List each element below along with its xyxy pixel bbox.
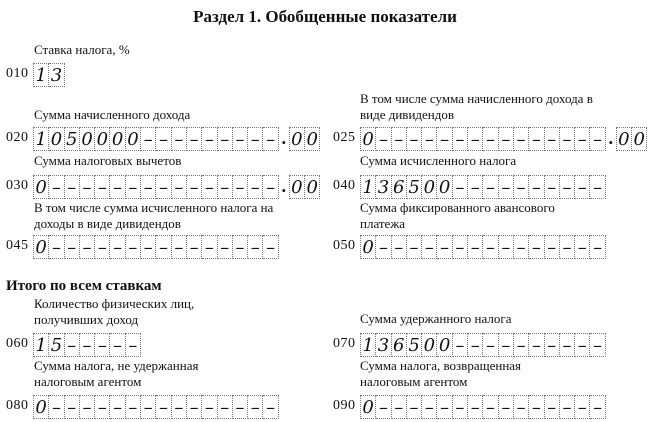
digit-cell[interactable]: – [575, 333, 590, 357]
field-030[interactable] [33, 175, 320, 199]
digit-cell[interactable]: – [263, 235, 278, 259]
digit-cell[interactable]: – [263, 395, 278, 419]
digit-cell[interactable]: – [437, 235, 452, 259]
digit-cell[interactable]: 0 [33, 175, 49, 199]
digit-cell[interactable]: 1 [33, 127, 49, 151]
digit-cell[interactable]: 1 [33, 63, 49, 87]
digit-cell[interactable]: – [590, 235, 605, 259]
digit-cell[interactable]: – [575, 175, 590, 199]
digit-cell[interactable]: – [141, 235, 156, 259]
digit-cell[interactable]: – [263, 175, 278, 199]
digit-cell[interactable]: – [95, 175, 110, 199]
digit-cell[interactable]: 0 [95, 127, 110, 151]
label-040: Сумма исчисленного налога [360, 153, 517, 168]
digit-cell[interactable]: – [468, 175, 483, 199]
digit-cell[interactable]: – [590, 175, 605, 199]
digit-cell[interactable]: – [156, 395, 171, 419]
digit-cell[interactable]: – [233, 395, 248, 419]
digit-cell[interactable]: – [126, 175, 141, 199]
digit-cell[interactable]: – [233, 175, 248, 199]
field-080[interactable] [33, 395, 279, 419]
digit-cell[interactable]: – [407, 127, 422, 151]
digit-cell[interactable]: – [529, 235, 544, 259]
code-020: 020 [6, 130, 29, 145]
digit-cell[interactable]: – [453, 395, 468, 419]
digit-cell[interactable]: 0 [360, 235, 376, 259]
digit-cell[interactable]: – [156, 175, 171, 199]
field-010[interactable] [33, 63, 65, 87]
digit-cell[interactable]: – [202, 175, 217, 199]
digit-cell[interactable]: – [218, 127, 233, 151]
digit-cell[interactable]: – [575, 235, 590, 259]
digit-cell[interactable]: – [590, 333, 605, 357]
digit-cell[interactable]: – [248, 235, 263, 259]
digit-cell[interactable]: – [376, 127, 391, 151]
digit-cell[interactable]: – [499, 395, 514, 419]
digit-cell[interactable]: – [468, 333, 483, 357]
digit-cell[interactable]: – [187, 127, 202, 151]
digit-cell[interactable]: – [483, 235, 498, 259]
code-040: 040 [333, 178, 356, 193]
digit-cell[interactable]: – [202, 395, 217, 419]
digit-cell[interactable]: 0 [289, 127, 305, 151]
label-030: Сумма налоговых вычетов [34, 153, 182, 168]
digit-cell[interactable]: – [453, 175, 468, 199]
digit-cell[interactable]: – [529, 395, 544, 419]
digit-cell[interactable]: – [560, 395, 575, 419]
code-070: 070 [333, 336, 356, 351]
digit-cell[interactable]: – [560, 235, 575, 259]
decimal-cells [616, 127, 648, 151]
digit-cell[interactable]: 3 [376, 333, 391, 357]
digit-cell[interactable]: 0 [360, 395, 376, 419]
digit-cell[interactable]: 0 [49, 127, 64, 151]
digit-cell[interactable]: 3 [49, 63, 64, 87]
digit-cell[interactable]: 6 [392, 333, 407, 357]
digit-cell[interactable]: – [110, 235, 125, 259]
digit-cell[interactable]: 0 [110, 127, 125, 151]
label-010: Ставка налога, % [34, 42, 130, 57]
digit-cell[interactable]: 1 [360, 333, 376, 357]
digit-cell[interactable]: – [514, 333, 529, 357]
digit-cell[interactable]: – [126, 333, 141, 357]
label-045: В том числе сумма исчисленного налога на доходы в виде дивидендов [34, 200, 274, 231]
digit-cell[interactable]: – [514, 127, 529, 151]
digit-cell[interactable]: – [483, 127, 498, 151]
digit-cell[interactable]: – [156, 127, 171, 151]
digit-cell[interactable]: – [126, 395, 141, 419]
code-030: 030 [6, 178, 29, 193]
digit-cell[interactable]: – [187, 175, 202, 199]
digit-cell[interactable]: 0 [632, 127, 647, 151]
digit-cell[interactable]: – [65, 395, 80, 419]
digit-cell[interactable]: – [437, 127, 452, 151]
label-060: Количество физических лиц, получивших доход [34, 296, 195, 327]
digit-cell[interactable]: – [263, 127, 278, 151]
digit-cell[interactable]: – [218, 235, 233, 259]
totals-title: Итого по всем ставкам [6, 278, 162, 294]
digit-cell[interactable]: – [529, 175, 544, 199]
decimal-separator: . [280, 129, 287, 148]
digit-cell[interactable]: – [499, 333, 514, 357]
digit-cell[interactable]: 3 [376, 175, 391, 199]
digit-cell[interactable]: – [202, 235, 217, 259]
digit-cell[interactable]: 0 [80, 127, 95, 151]
digit-cell[interactable]: – [575, 395, 590, 419]
digit-cell[interactable]: 0 [126, 127, 141, 151]
section-title: Раздел 1. Обобщенные показатели [193, 7, 457, 26]
digit-cell[interactable]: – [499, 235, 514, 259]
digit-cell[interactable]: – [202, 127, 217, 151]
code-025: 025 [333, 130, 356, 145]
digit-cell[interactable]: – [49, 235, 64, 259]
digit-cell[interactable]: – [483, 395, 498, 419]
digit-cell[interactable]: – [453, 235, 468, 259]
digit-cell[interactable]: 0 [437, 175, 452, 199]
digit-cell[interactable]: 5 [65, 127, 80, 151]
label-090: Сумма налога, возвращенная налоговым агентом [360, 358, 522, 389]
field-045[interactable] [33, 235, 279, 259]
digit-cell[interactable]: – [529, 127, 544, 151]
digit-cell[interactable]: – [80, 175, 95, 199]
digit-cell[interactable]: – [468, 127, 483, 151]
digit-cell[interactable]: – [110, 395, 125, 419]
digit-cell[interactable]: – [65, 235, 80, 259]
digit-cell[interactable]: – [376, 395, 391, 419]
digit-cell[interactable]: – [545, 127, 560, 151]
digit-cell[interactable]: – [514, 175, 529, 199]
digit-cell[interactable]: – [218, 175, 233, 199]
digit-cell[interactable]: 5 [407, 333, 422, 357]
digit-cell[interactable]: – [560, 175, 575, 199]
digit-cell[interactable]: 0 [33, 235, 49, 259]
digit-cell[interactable]: – [545, 235, 560, 259]
field-050[interactable] [360, 235, 606, 259]
digit-cell[interactable]: – [392, 395, 407, 419]
digit-cell[interactable]: 0 [422, 175, 437, 199]
decimal-cells [289, 127, 321, 151]
digit-cell[interactable]: – [453, 127, 468, 151]
digit-cell[interactable]: – [80, 235, 95, 259]
digit-cell[interactable]: – [172, 175, 187, 199]
field-025[interactable] [360, 127, 647, 151]
field-040[interactable] [360, 175, 606, 199]
digit-cell[interactable]: – [141, 395, 156, 419]
digit-cell[interactable]: – [187, 235, 202, 259]
field-090[interactable] [360, 395, 606, 419]
digit-cell[interactable]: – [392, 127, 407, 151]
field-060[interactable] [33, 333, 141, 357]
digit-cell[interactable]: – [49, 395, 64, 419]
digit-cell[interactable]: – [172, 127, 187, 151]
digit-cell[interactable]: 0 [305, 127, 320, 151]
label-080: Сумма налога, не удержанная налоговым агентом [34, 358, 199, 389]
field-020[interactable] [33, 127, 320, 151]
digit-cell[interactable]: – [545, 175, 560, 199]
digit-cell[interactable]: – [422, 127, 437, 151]
code-010: 010 [6, 66, 29, 81]
digit-cell[interactable]: – [110, 175, 125, 199]
digit-cell[interactable]: – [514, 395, 529, 419]
digit-cell[interactable]: – [95, 333, 110, 357]
digit-cell[interactable]: – [590, 127, 605, 151]
digit-cell[interactable]: 0 [422, 333, 437, 357]
code-045: 045 [6, 238, 29, 253]
label-020: Сумма начисленного дохода [34, 107, 191, 122]
digit-cell[interactable]: – [233, 235, 248, 259]
digit-cell[interactable]: – [141, 175, 156, 199]
code-060: 060 [6, 336, 29, 351]
digit-cell[interactable]: – [560, 127, 575, 151]
digit-cell[interactable]: – [437, 395, 452, 419]
digit-cell[interactable]: – [575, 127, 590, 151]
digit-cell[interactable]: – [529, 333, 544, 357]
digit-cell[interactable]: – [172, 235, 187, 259]
digit-cell[interactable]: – [422, 395, 437, 419]
digit-cell[interactable]: – [560, 333, 575, 357]
code-050: 050 [333, 238, 356, 253]
decimal-separator: . [280, 177, 287, 196]
digit-cell[interactable]: – [110, 333, 125, 357]
digit-cell[interactable]: – [483, 175, 498, 199]
digit-cell[interactable]: – [80, 333, 95, 357]
digit-cell[interactable]: – [248, 127, 263, 151]
digit-cell[interactable]: – [545, 395, 560, 419]
digit-cell[interactable]: – [590, 395, 605, 419]
digit-cell[interactable]: – [483, 333, 498, 357]
digit-cell[interactable]: – [468, 395, 483, 419]
code-090: 090 [333, 398, 356, 413]
digit-cell[interactable]: 0 [616, 127, 632, 151]
digit-cell[interactable]: – [218, 395, 233, 419]
digit-cell[interactable]: – [248, 395, 263, 419]
digit-cell[interactable]: – [499, 127, 514, 151]
digit-cell[interactable]: – [248, 175, 263, 199]
digit-cell[interactable]: – [80, 395, 95, 419]
digit-cell[interactable]: 0 [33, 395, 49, 419]
decimal-cells [289, 175, 321, 199]
digit-cell[interactable]: 5 [49, 333, 64, 357]
digit-cell[interactable]: 5 [407, 175, 422, 199]
label-025: В том числе сумма начисленного дохода в виде дивидендов [360, 91, 593, 122]
code-080: 080 [6, 398, 29, 413]
digit-cell[interactable]: – [126, 235, 141, 259]
digit-cell[interactable]: – [453, 333, 468, 357]
digit-cell[interactable]: – [499, 175, 514, 199]
digit-cell[interactable]: 1 [33, 333, 49, 357]
digit-cell[interactable]: – [468, 235, 483, 259]
digit-cell[interactable]: – [392, 235, 407, 259]
digit-cell[interactable]: 0 [289, 175, 305, 199]
digit-cell[interactable]: – [156, 235, 171, 259]
digit-cell[interactable]: – [172, 395, 187, 419]
digit-cell[interactable]: 6 [392, 175, 407, 199]
digit-cell[interactable]: – [95, 395, 110, 419]
digit-cell[interactable]: – [233, 127, 248, 151]
digit-cell[interactable]: – [376, 235, 391, 259]
digit-cell[interactable]: – [141, 127, 156, 151]
digit-cell[interactable]: – [187, 395, 202, 419]
decimal-separator: . [607, 129, 614, 148]
label-070: Сумма удержанного налога [360, 311, 512, 326]
digit-cell[interactable]: – [95, 235, 110, 259]
digit-cell[interactable]: – [545, 333, 560, 357]
digit-cell[interactable]: 1 [360, 175, 376, 199]
digit-cell[interactable]: – [65, 175, 80, 199]
digit-cell[interactable]: – [407, 395, 422, 419]
digit-cell[interactable]: – [49, 175, 64, 199]
digit-cell[interactable]: – [422, 235, 437, 259]
digit-cell[interactable]: – [514, 235, 529, 259]
digit-cell[interactable]: – [407, 235, 422, 259]
digit-cell[interactable]: 0 [305, 175, 320, 199]
digit-cell[interactable]: 0 [437, 333, 452, 357]
digit-cell[interactable]: 0 [360, 127, 376, 151]
field-070[interactable] [360, 333, 606, 357]
label-050: Сумма фиксированного авансового платежа [360, 200, 555, 231]
digit-cell[interactable]: – [65, 333, 80, 357]
